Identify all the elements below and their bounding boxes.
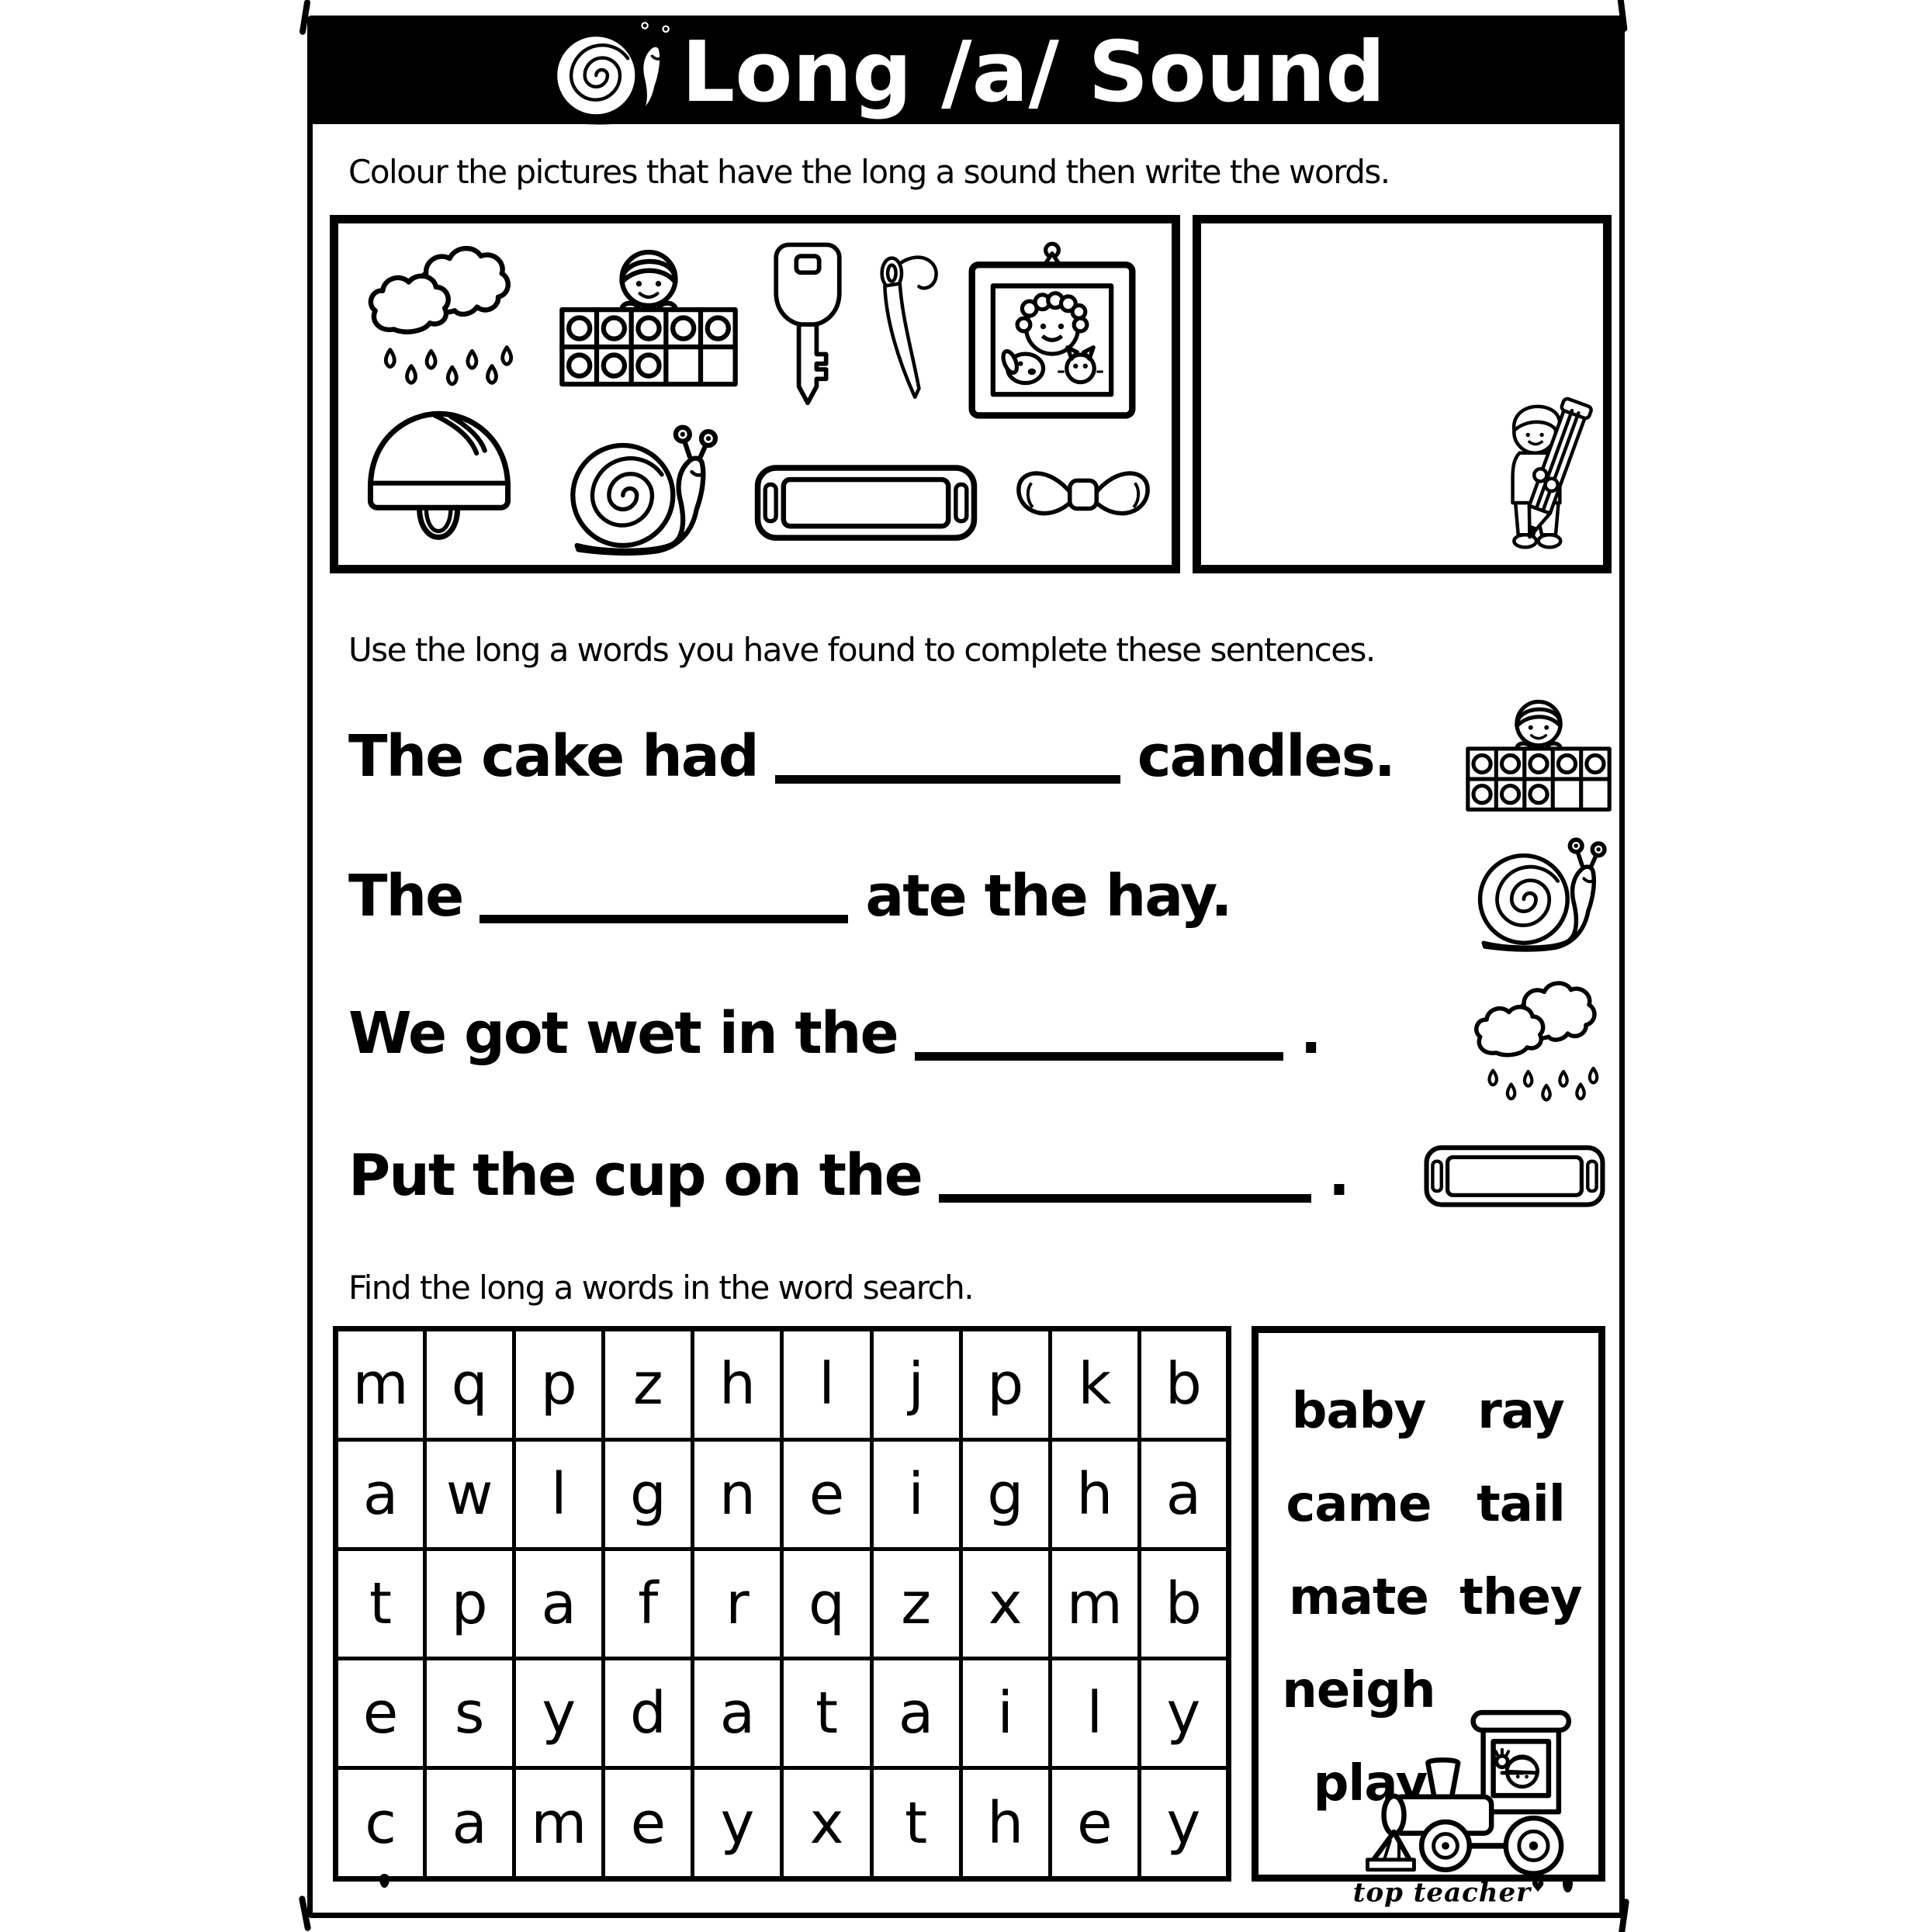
ink-mark [379, 1874, 390, 1888]
boy-with-pencil-icon [1484, 390, 1601, 565]
sentence-3-answer-blank[interactable] [915, 1052, 1283, 1061]
title-bar [313, 21, 1619, 124]
tray-icon [1414, 1138, 1615, 1213]
wordsearch-cell[interactable]: a [693, 1659, 782, 1768]
wordsearch-cell[interactable]: q [425, 1329, 514, 1440]
word-list-item: play [1313, 1755, 1428, 1813]
key-icon[interactable] [767, 231, 849, 419]
wordsearch-cell[interactable]: t [871, 1768, 961, 1879]
border-sketch-mark [299, 0, 310, 35]
word-list-item: baby [1291, 1383, 1426, 1440]
sentence-2 [348, 863, 1231, 930]
wordsearch-cell[interactable]: l [782, 1329, 871, 1440]
wordsearch-cell[interactable]: a [1139, 1439, 1228, 1549]
sentence-2-answer-blank[interactable] [480, 915, 848, 923]
wordsearch-cell[interactable]: k [1050, 1329, 1139, 1440]
wordsearch-cell[interactable]: h [1050, 1439, 1139, 1549]
wordsearch-cell[interactable]: f [604, 1549, 693, 1658]
wordsearch-cell[interactable]: y [1139, 1768, 1228, 1879]
brand-footer [1353, 1877, 1546, 1908]
wordsearch-cell[interactable]: l [1050, 1659, 1139, 1768]
worksheet-page [307, 16, 1625, 1918]
heart-icon: ♥ [1531, 1876, 1546, 1896]
picture-frame-icon[interactable] [959, 241, 1145, 427]
word-list-box [1252, 1326, 1605, 1882]
wordsearch-cell[interactable]: j [871, 1329, 961, 1440]
sentence-1-pre: The cake had [348, 723, 758, 790]
wordsearch-cell[interactable]: b [1139, 1329, 1228, 1440]
wordsearch-cell[interactable]: w [425, 1439, 514, 1549]
sentence-1-answer-blank[interactable] [775, 775, 1120, 784]
wordsearch-cell[interactable]: p [425, 1549, 514, 1658]
wordsearch-cell[interactable]: g [604, 1439, 693, 1549]
wordsearch-grid [333, 1326, 1231, 1882]
word-list-item: they [1459, 1569, 1582, 1626]
wordsearch-cell[interactable]: i [871, 1439, 961, 1549]
wordsearch-cell[interactable]: z [604, 1329, 693, 1440]
sentence-3-pre: We got wet in the [348, 1000, 898, 1067]
wordsearch-cell[interactable]: e [604, 1768, 693, 1879]
wordsearch-cell[interactable]: a [514, 1549, 604, 1658]
wordsearch-cell[interactable]: a [871, 1659, 961, 1768]
writing-box[interactable] [1193, 215, 1612, 573]
brand-name: top teacher [1352, 1877, 1532, 1908]
sentence-4 [348, 1142, 1349, 1209]
colour-instruction: Colour the pictures that have the long a sound then write the words. [348, 153, 1390, 191]
wordsearch-cell[interactable]: m [1050, 1549, 1139, 1658]
sentences-instruction: Use the long a words you have found to complete these sentences. [348, 631, 1375, 669]
wordsearch-cell[interactable]: t [782, 1659, 871, 1768]
sentence-4-answer-blank[interactable] [939, 1194, 1311, 1203]
word-list-item: came [1286, 1476, 1432, 1533]
wordsearch-cell[interactable]: c [336, 1768, 425, 1879]
wordsearch-instruction: Find the long a words in the word search. [348, 1269, 974, 1307]
snail-icon [546, 10, 677, 125]
wordsearch-cell[interactable]: m [336, 1329, 425, 1440]
wordsearch-cell[interactable]: z [871, 1549, 961, 1658]
word-list-item: neigh [1282, 1662, 1435, 1719]
word-list-item: mate [1289, 1569, 1428, 1626]
snail-icon [1470, 828, 1610, 954]
snail-icon[interactable] [562, 414, 722, 557]
wordsearch-cell[interactable]: d [604, 1659, 693, 1768]
wordsearch-cell[interactable]: l [514, 1439, 604, 1549]
train-icon [1362, 1699, 1601, 1879]
sentence-1-post: candles. [1137, 723, 1394, 790]
wordsearch-cell[interactable]: h [693, 1329, 782, 1440]
wordsearch-cell[interactable]: e [336, 1659, 425, 1768]
sentence-4-post: . [1328, 1142, 1349, 1209]
border-sketch-mark [1619, 1899, 1629, 1932]
eight-ten-frame-icon [1463, 694, 1615, 815]
wordsearch-cell[interactable]: s [425, 1659, 514, 1768]
wordsearch-cell[interactable]: e [1050, 1768, 1139, 1879]
wordsearch-cell[interactable]: p [514, 1329, 604, 1440]
sentence-2-post: ate the hay. [865, 863, 1231, 930]
wordsearch-cell[interactable]: t [336, 1549, 425, 1658]
page-title: Long /a/ Sound [681, 23, 1386, 121]
helmet-icon[interactable] [349, 399, 529, 559]
colour-pictures-box [330, 215, 1180, 573]
wordsearch-cell[interactable]: y [514, 1659, 604, 1768]
wordsearch-cell[interactable]: h [961, 1768, 1050, 1879]
picture-section [330, 215, 1612, 573]
wordsearch-cell[interactable]: q [782, 1549, 871, 1658]
wordsearch-cell[interactable]: b [1139, 1549, 1228, 1658]
wordsearch-cell[interactable]: y [1139, 1659, 1228, 1768]
word-list-item: tail [1477, 1476, 1565, 1533]
needle-icon[interactable] [863, 233, 950, 424]
sentence-4-pre: Put the cup on the [348, 1142, 922, 1209]
wordsearch-cell[interactable]: a [336, 1439, 425, 1549]
wordsearch-cell[interactable]: r [693, 1549, 782, 1658]
ink-mark [1563, 1878, 1573, 1892]
wordsearch-cell[interactable]: i [961, 1659, 1050, 1768]
wordsearch-cell[interactable]: x [961, 1549, 1050, 1658]
wordsearch-cell[interactable]: y [693, 1768, 782, 1879]
wordsearch-cell[interactable]: e [782, 1439, 871, 1549]
tray-icon[interactable] [736, 456, 996, 548]
sentence-3-post: . [1300, 1000, 1321, 1067]
rain-icon [1464, 974, 1612, 1107]
sentence-2-pre: The [348, 863, 463, 930]
wordsearch-cell[interactable]: x [782, 1768, 871, 1879]
rain-icon[interactable] [345, 237, 540, 393]
wordsearch-cell[interactable]: p [961, 1329, 1050, 1440]
sentence-3 [348, 1000, 1321, 1067]
wordsearch-body [336, 1329, 1229, 1879]
border-sketch-mark [299, 1896, 312, 1932]
wordsearch-cell[interactable]: a [425, 1768, 514, 1879]
word-list-item: ray [1477, 1383, 1564, 1440]
bow-icon[interactable] [1007, 447, 1159, 545]
sentence-1 [348, 723, 1394, 790]
wordsearch-cell[interactable]: g [961, 1439, 1050, 1549]
wordsearch-cell[interactable]: m [514, 1768, 604, 1879]
eight-ten-frame-icon[interactable] [556, 245, 742, 390]
wordsearch-cell[interactable]: n [693, 1439, 782, 1549]
